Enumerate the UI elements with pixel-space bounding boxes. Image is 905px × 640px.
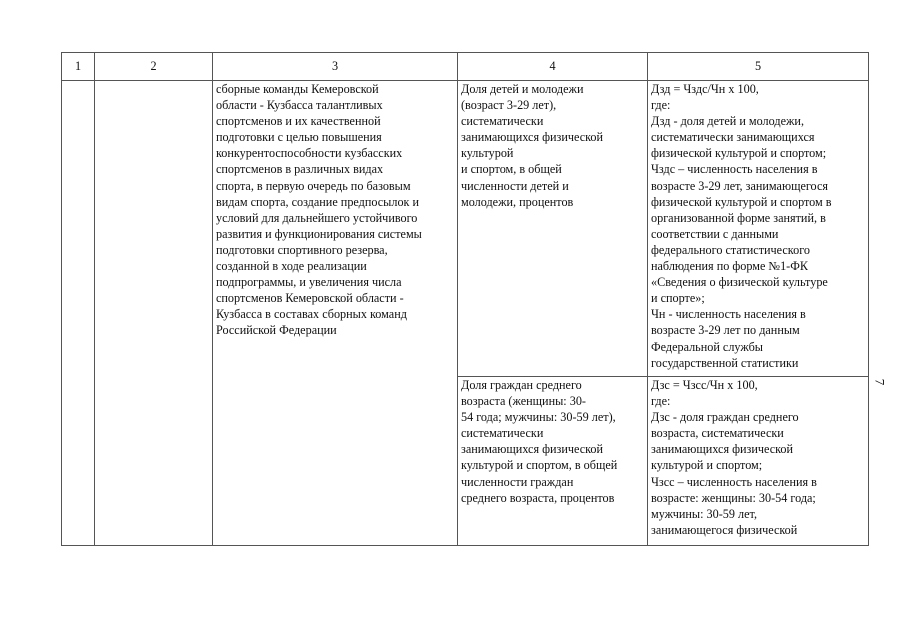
formula-youth-text: Дзд = Чздс/Чн х 100, где: Дзд - доля детей и молодежи, систематически занимающихся физической культурой и спортом; Чздс – численность населения в возрасте 3-29 лет, занимающегося физической культурой и спортом в организованной форме занятий, в соответствии с данными федерального статистического наблюдения по форме №1-ФК «Сведения о физической культуре и спорте»; Чн - численность населения в возрасте 3-29 лет по данным Федеральной службы государственной статистики bbox=[651, 82, 832, 370]
cell-col-2 bbox=[95, 81, 213, 546]
indicator-youth-text: Доля детей и молодежи (возраст 3-29 лет), систематически занимающихся физической культурой и спортом, в общей численности детей и молодежи, процентов bbox=[461, 82, 604, 209]
cell-indicator-youth bbox=[458, 81, 648, 377]
header-col-1: 1 bbox=[62, 53, 95, 81]
indicator-middle-age-text: Доля граждан среднего возраста (женщины: 30- 54 года; мужчины: 30-59 лет), систематически занимающихся физической культурой и спортом, в общей численности граждан среднего возраста, процентов bbox=[461, 378, 618, 505]
header-col-3: 3 bbox=[213, 53, 458, 81]
header-col-5: 5 bbox=[648, 53, 869, 81]
header-row bbox=[62, 53, 869, 81]
header-col-4: 4 bbox=[458, 53, 648, 81]
cell-goal-description bbox=[213, 81, 458, 546]
cell-col-1 bbox=[62, 81, 95, 546]
formula-middle-age-text: Дзс = Чзсс/Чн х 100, где: Дзс - доля граждан среднего возраста, систематически занимающихся физической культурой и спортом; Чзсс – численность населения в возрасте: женщины: 30-54 года; мужчины: 30-59 лет, занимающегося физической bbox=[651, 378, 817, 537]
table-row bbox=[62, 81, 869, 377]
header-col-2: 2 bbox=[95, 53, 213, 81]
cell-formula-middle-age bbox=[648, 377, 869, 546]
document-table bbox=[61, 52, 869, 546]
page-number: 7 bbox=[872, 378, 888, 386]
cell-formula-youth bbox=[648, 81, 869, 377]
goal-description-text: сборные команды Кемеровской области - Кузбасса талантливых спортсменов и их качественной подготовки с целью повышения конкурентоспособности кузбасских спортсменов в различных видах спорта, в первую очередь по базовым видам спорта, создание предпосылок и условий для дальнейшего устойчивого развития и функционирования системы подготовки спортивного резерва, созданной в ходе реализации подпрограммы, и увеличения числа спортсменов Кемеровской области - Кузбасса в составах сборных команд Российской Федерации bbox=[216, 82, 422, 338]
cell-indicator-middle-age bbox=[458, 377, 648, 546]
